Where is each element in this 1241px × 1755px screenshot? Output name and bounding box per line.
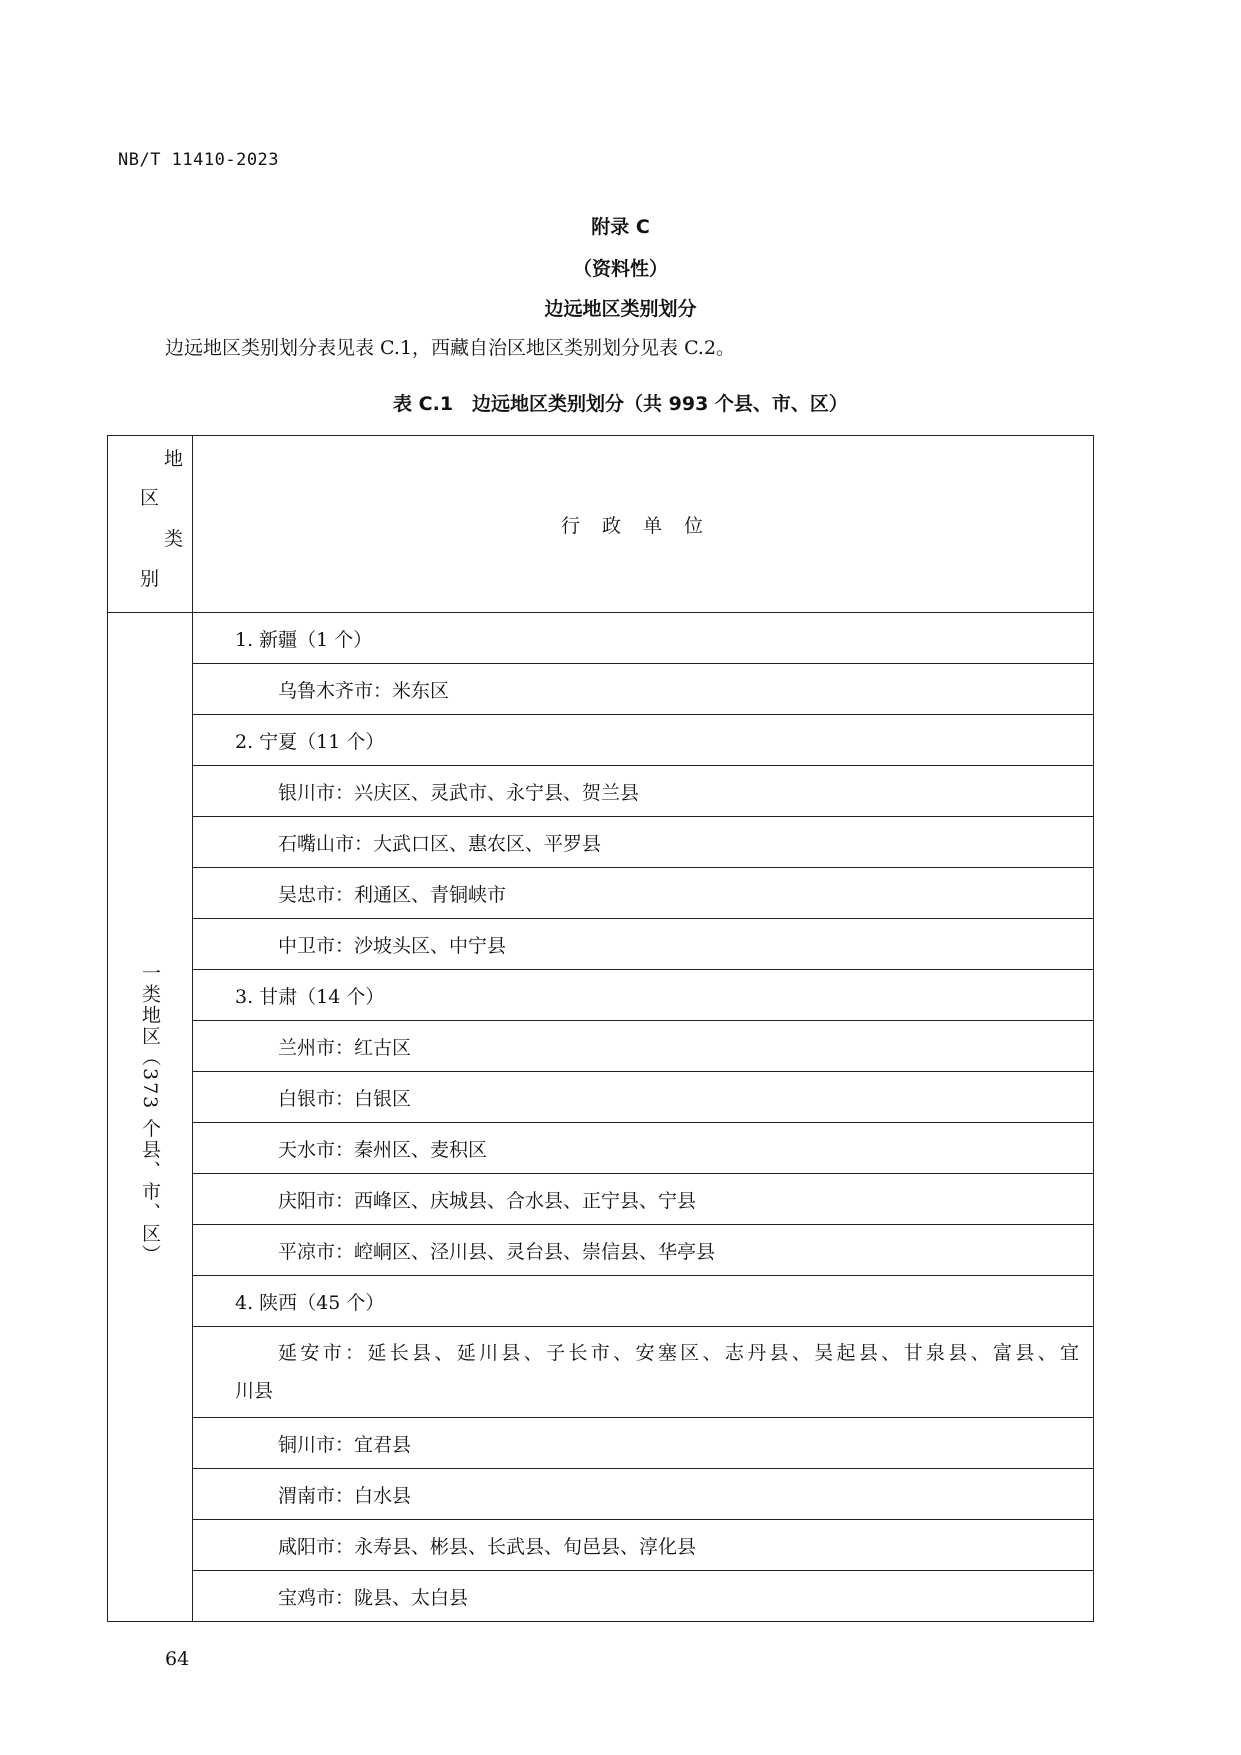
city-cell: 铜川市：宜君县 [193, 1418, 1094, 1469]
document-code: NB/T 11410-2023 [118, 150, 280, 170]
table-row [108, 1225, 1094, 1276]
classification-table [107, 435, 1094, 1622]
table-row [108, 1174, 1094, 1225]
city-cell: 银川市：兴庆区、灵武市、永宁县、贺兰县 [193, 766, 1094, 817]
table-row [108, 1276, 1094, 1327]
province-cell: 2. 宁夏（11 个） [193, 715, 1094, 766]
header-category-char: 类 [164, 528, 184, 550]
table-title: 表 C.1 边远地区类别划分（共 993 个县、市、区） [393, 393, 848, 415]
table-row [108, 1072, 1094, 1123]
header-category-char: 地 [164, 448, 184, 470]
city-cell: 渭南市：白水县 [193, 1469, 1094, 1520]
table-row [108, 766, 1094, 817]
city-cell: 宝鸡市：陇县、太白县 [193, 1571, 1094, 1622]
table-row [108, 919, 1094, 970]
table-row [108, 1418, 1094, 1469]
city-cell [193, 1327, 1094, 1418]
table-row [108, 1327, 1094, 1418]
city-cell: 庆阳市：西峰区、庆城县、合水县、正宁县、宁县 [193, 1174, 1094, 1225]
city-cell: 石嘴山市：大武口区、惠农区、平罗县 [193, 817, 1094, 868]
city-cell: 兰州市：红古区 [193, 1021, 1094, 1072]
city-cell: 乌鲁木齐市：米东区 [193, 664, 1094, 715]
city-cell: 咸阳市：永寿县、彬县、长武县、旬邑县、淳化县 [193, 1520, 1094, 1571]
header-category-cell [108, 436, 193, 613]
city-cell: 吴忠市：利通区、青铜峡市 [193, 868, 1094, 919]
city-cell: 天水市：秦州区、麦积区 [193, 1123, 1094, 1174]
table-row [108, 1571, 1094, 1622]
header-unit-cell: 行政单位 [193, 436, 1094, 613]
category-cell [108, 613, 193, 1622]
table-row [108, 1123, 1094, 1174]
table-row [108, 715, 1094, 766]
city-cell-line: 延安市：延长县、延川县、子长市、安塞区、志丹县、吴起县、甘泉县、富县、宜 [278, 1342, 1079, 1364]
table-row [108, 1021, 1094, 1072]
header-category-char: 区 [140, 487, 160, 509]
page-number: 64 [165, 1648, 190, 1670]
province-cell: 4. 陕西（45 个） [193, 1276, 1094, 1327]
table-row [108, 1520, 1094, 1571]
table-row [108, 817, 1094, 868]
appendix-nature: （资料性） [572, 258, 668, 280]
appendix-title: 边远地区类别划分 [544, 298, 697, 320]
category-label: 一类地区（373 个县、市、区） [139, 963, 161, 1266]
city-cell: 中卫市：沙坡头区、中宁县 [193, 919, 1094, 970]
province-cell: 3. 甘肃（14 个） [193, 970, 1094, 1021]
city-cell: 白银市：白银区 [193, 1072, 1094, 1123]
header-category-char: 别 [140, 568, 160, 590]
table-row [108, 1469, 1094, 1520]
table-header-row [108, 436, 1094, 613]
table-row [108, 613, 1094, 664]
province-cell: 1. 新疆（1 个） [193, 613, 1094, 664]
intro-paragraph: 边远地区类别划分表见表 C.1，西藏自治区地区类别划分见表 C.2。 [165, 337, 736, 359]
city-cell: 平凉市：崆峒区、泾川县、灵台县、崇信县、华亭县 [193, 1225, 1094, 1276]
table-row [108, 664, 1094, 715]
city-cell-line: 川县 [235, 1380, 274, 1402]
table-row [108, 970, 1094, 1021]
table-row [108, 868, 1094, 919]
appendix-label: 附录 C [591, 216, 650, 238]
